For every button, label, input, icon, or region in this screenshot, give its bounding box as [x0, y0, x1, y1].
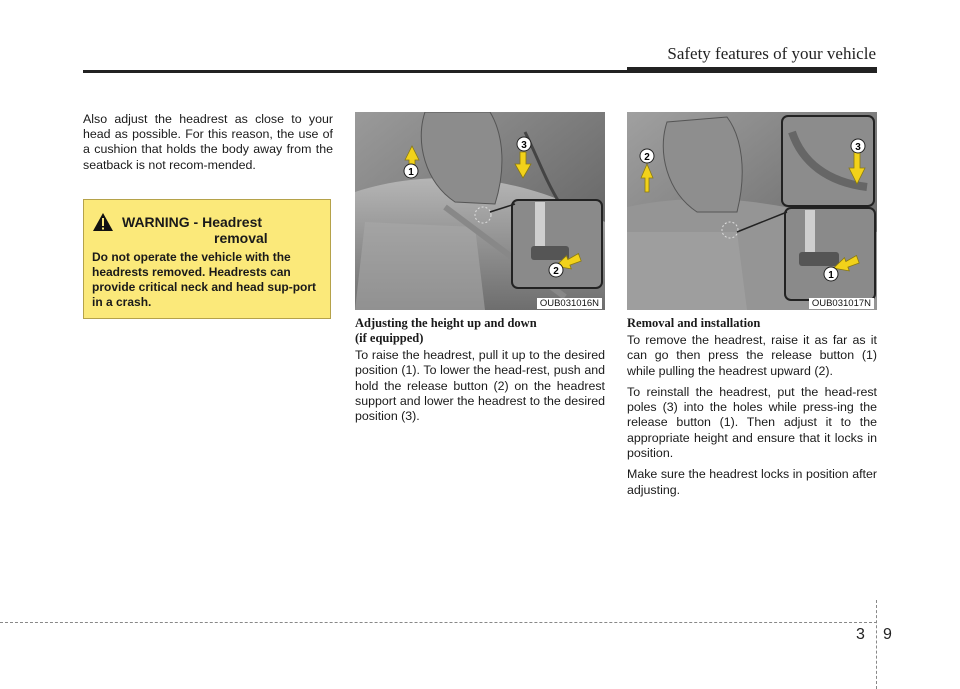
section2-paragraph-2: To reinstall the headrest, put the head-rest poles (3) into the holes while press-ing the release button (1). Then adjust it to the appropriate height and ensure that it locks in position.: [627, 384, 877, 461]
headrest-removal-illustration: [627, 112, 877, 310]
section1-heading: [355, 316, 537, 346]
intro-paragraph: Also adjust the headrest as close to your head as possible. For this reason, the use of a cushion that holds the body away from the seatback is not recom-mended.: [83, 112, 333, 172]
figure-code: OUB031016N: [537, 298, 602, 309]
section1-heading-line2: (if equipped): [355, 331, 424, 345]
section2-paragraph-1: To remove the headrest, raise it as far as it can go then press the release button (1) while pulling the headrest upward (2).: [627, 333, 877, 378]
callout-3: 3: [855, 142, 861, 153]
section1-body: [355, 348, 605, 430]
header-rule-accent: [627, 67, 877, 73]
warning-body: Do not operate the vehicle with the headrests removed. Headrests can provide critical neck and head sup-port in a crash.: [92, 250, 317, 309]
section2-body: [627, 333, 877, 504]
callout-2: 2: [644, 152, 650, 163]
callout-2: 2: [553, 266, 559, 277]
section1-heading-line1: Adjusting the height up and down: [355, 316, 537, 330]
section1-paragraph: To raise the headrest, pull it up to the desired position (1). To lower the head-rest, push and hold the release button (2) on the headrest support and lower the headrest to the desired position (3).: [355, 348, 605, 424]
callout-1: 1: [828, 270, 834, 281]
callout-3: 3: [521, 140, 527, 151]
page-header-title: Safety features of your vehicle: [667, 44, 876, 63]
footer-rule: [0, 622, 877, 623]
figure-headrest-adjust: [355, 112, 605, 310]
section2-heading: Removal and installation: [627, 316, 761, 330]
chapter-number: 3: [856, 626, 865, 643]
warning-icon: [92, 212, 114, 232]
callout-1: 1: [408, 167, 414, 178]
page-number: 9: [883, 626, 892, 643]
figure-code: OUB031017N: [809, 298, 874, 309]
section2-paragraph-3: Make sure the headrest locks in position after adjusting.: [627, 467, 877, 497]
headrest-adjust-illustration: [355, 112, 605, 310]
warning-title-line2: removal: [214, 230, 268, 246]
figure-headrest-removal: [627, 112, 877, 310]
footer-divider: [876, 600, 877, 689]
warning-title: WARNING - Headrest: [122, 214, 263, 230]
warning-box: [83, 199, 331, 319]
